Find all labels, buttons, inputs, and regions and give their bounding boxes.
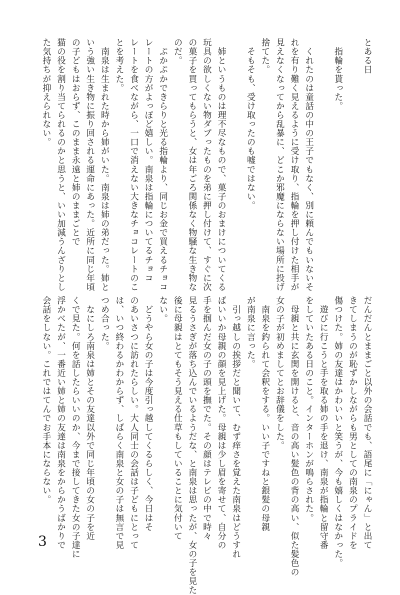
text-line: きてしまうのが恥ずかしながらも男としての南泉のプライドを: [347, 296, 358, 550]
text-line: 南泉は生まれた時から姉がいた。南泉は姉の弟だった。姉と: [99, 38, 110, 292]
text-line: 傷つけた。姉の友達はかわいいと笑うが、今も嬉しくはなかった。: [332, 296, 343, 568]
text-line: どうやら女の子は今度引っ越してくるらしく、今日はそ: [143, 296, 154, 532]
text-line: 猫の役を割り当てられるのかと思うと、いい加減うんざりとし: [55, 38, 66, 292]
text-line: 遊びに行こうと手を取る姉の手を退け、南泉が指輪と留守番: [318, 296, 329, 550]
text-line: が南泉に言った。: [245, 296, 256, 369]
text-line: た気持ちが抑えられない。: [40, 38, 51, 147]
text-line: 姉というものは理不尽なもので、菓子のおまけについてくる: [216, 38, 227, 292]
text-line: 手を掴んだ女の子の頭を撫でた。その顔はテレビの中で時々: [201, 296, 212, 541]
text-line: 指輪を貰った。: [332, 38, 343, 111]
text-line: だんだんとままごと以外の会話でも、語尾に「にゃん」と出て: [362, 296, 372, 550]
text-line: 会話をしない。これではてんでお手本にならない。: [40, 296, 51, 505]
text-line: ばいいか母親の顔を見上げた。母親は少し眉を寄せて、自分の: [216, 296, 227, 550]
text-line: の菓子を買ってもらうと、女は年ごろ関係なく物騒な生き物な: [186, 38, 197, 292]
text-line: つめ合った。: [99, 296, 110, 351]
text-line: [316, 38, 331, 271]
text-line: 引っ越しの挨拶だと聞いて、むず痒さを覚えた南泉はどうすれ: [230, 296, 241, 559]
text-line: 母親と共に玄関を開けると、音の高い髪色の背の高い、似た髪色の: [289, 296, 300, 577]
text-line: [345, 38, 360, 271]
text-line: ない。: [157, 296, 168, 324]
text-line: は、いつ終わるかわからず、しばらく南泉と女の子は無言で見: [113, 296, 124, 550]
text-line: をしていたある日のこと。インターホンが鳴らされた。: [303, 296, 314, 523]
text-line: なにしろ南泉は姉とその友達以外で同じ年頃の女の子を近: [84, 296, 95, 541]
text-line: 後に母親はとてもそう見える仕草もしていることに気付いて: [172, 296, 183, 541]
text-line: れを有り難く見えるように受け取り、指輪を押し付けた相手が: [289, 38, 300, 292]
upper-text-block: [38, 38, 374, 292]
text-line: の子どもはおらず、このまま永遠と姉のままごとで: [70, 38, 81, 247]
text-line: 玩具の欲しくない物ダブったものを弟に押し付けて、すぐに次: [201, 38, 212, 292]
text-line: 南泉を釣られて会釈をする。いい子ですねと銀髪の母親: [259, 296, 270, 532]
text-line: 捨てた。: [259, 38, 270, 75]
text-line: [228, 38, 243, 271]
text-line: 見えなくなってから乱暴に、どこか邪魔にならない場所に投げ: [274, 38, 285, 292]
text-line: 浮かべたが、一番近い姉と姉の友達は南泉をからかうばかりで: [55, 296, 66, 550]
lower-text-block: [38, 296, 374, 595]
text-line: レートを食べながら、一口で消えない大きなチョコレートのこ: [128, 38, 139, 292]
text-line: とを考えた。: [113, 38, 124, 93]
text-line: とある日: [362, 38, 372, 75]
text-line: のだ。: [172, 38, 183, 66]
text-line: 見るうさぎが落ち込んでいるようだな、と南泉は思ったが、女の子を見た: [186, 296, 197, 595]
text-line: レートの方がよっぽど嬉しい。南泉は指輪についてるチョコ: [143, 38, 154, 283]
text-line: くれたのは童話の中の王子でもなく、別に頼んでもいないそ: [303, 38, 314, 292]
text-line: 女の子が初めましてとお辞儀をした。: [274, 296, 285, 450]
text-line: くで見た。何を話したらいいのか、今まで接してきた女の子達に: [70, 296, 81, 559]
text-line: いう強い生き物に振り回される運命にあった。近所に同じ年頃: [84, 38, 95, 292]
text-line: のあいさつに訪れたらしい。大人同士の会話は子どもにとって: [128, 296, 139, 550]
text-line: ぷかぷかできらりと光る指輪より、同じお金で買えるチョコ: [157, 38, 168, 292]
page-number: 3: [38, 534, 47, 550]
text-line: そもそも、受け取ったのも嘘ではない。: [245, 38, 256, 210]
